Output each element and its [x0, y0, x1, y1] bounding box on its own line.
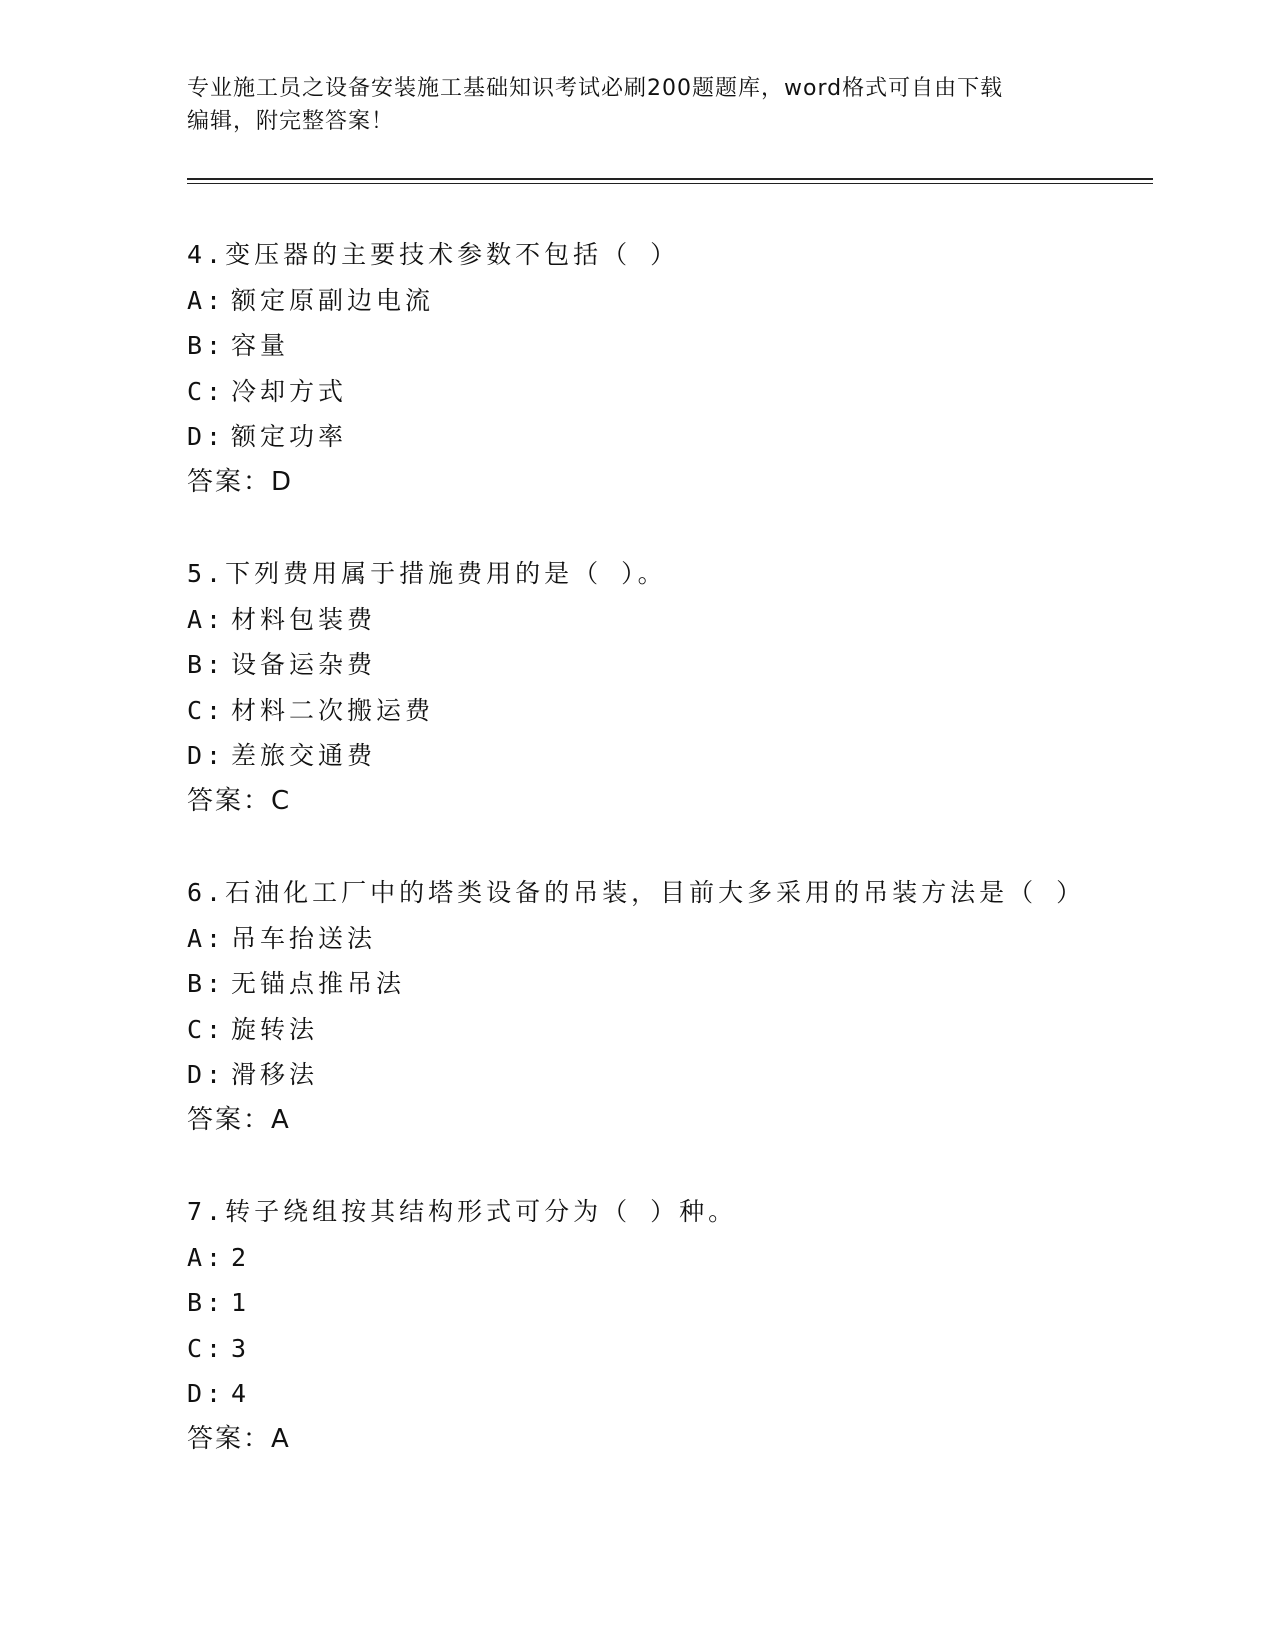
option-key: D:: [187, 1060, 226, 1089]
header-divider-bottom: [187, 183, 1153, 184]
option-d: [187, 414, 1153, 460]
option-d: [187, 733, 1153, 779]
option-text: 1: [231, 1288, 251, 1317]
option-key: A:: [187, 285, 226, 315]
question-stem: 5.下列费用属于措施费用的是（ ）。: [187, 559, 667, 588]
question-stem: 7.转子绕组按其结构形式可分为（ ）种。: [187, 1197, 738, 1226]
option-key: A:: [187, 1242, 226, 1272]
question-stem: 6.石油化工厂中的塔类设备的吊装，目前大多采用的吊装方法是（ ）: [187, 878, 1086, 907]
option-b: [187, 642, 1153, 688]
option-key: B:: [187, 331, 226, 360]
option-c: [187, 1326, 1153, 1372]
option-text: 设备运杂费: [231, 650, 377, 679]
option-d: [187, 1371, 1153, 1417]
option-b: [187, 1280, 1153, 1326]
option-text: 吊车抬送法: [231, 923, 377, 953]
option-key: B:: [187, 969, 226, 998]
option-a: [187, 597, 1153, 643]
option-text: 额定功率: [231, 422, 348, 451]
option-d: [187, 1052, 1153, 1098]
option-a: [187, 1235, 1153, 1281]
option-b: [187, 323, 1153, 369]
option-c: [187, 1007, 1153, 1053]
option-text: 冷却方式: [231, 376, 348, 406]
question-6: [187, 870, 1153, 1189]
option-text: 旋转法: [231, 1014, 319, 1044]
option-text: 2: [231, 1242, 251, 1272]
option-a: [187, 278, 1153, 324]
question-4: [187, 232, 1153, 551]
option-text: 4: [231, 1379, 251, 1408]
option-key: A:: [187, 604, 226, 634]
option-text: 滑移法: [231, 1060, 319, 1089]
option-key: C:: [187, 1014, 226, 1044]
option-key: B:: [187, 1288, 226, 1317]
answer-line: 答案：A: [187, 1423, 291, 1454]
question-stem: 4.变压器的主要技术参数不包括（ ）: [187, 240, 680, 269]
question-list: [187, 232, 1153, 1508]
option-key: A:: [187, 923, 226, 953]
option-key: D:: [187, 422, 226, 451]
option-text: 额定原副边电流: [231, 285, 435, 315]
header-line-2: 编辑，附完整答案！: [187, 109, 395, 134]
option-text: 3: [231, 1333, 251, 1363]
header-line-1: 专业施工员之设备安装施工基础知识考试必刷200题题库，word格式可自由下载: [187, 76, 1004, 101]
option-c: [187, 369, 1153, 415]
option-key: D:: [187, 1379, 226, 1408]
option-key: C:: [187, 376, 226, 406]
option-c: [187, 688, 1153, 734]
document-header: [187, 72, 1087, 138]
question-7: [187, 1189, 1153, 1508]
question-5: [187, 551, 1153, 870]
answer-line: 答案：A: [187, 1104, 291, 1135]
option-a: [187, 916, 1153, 962]
option-key: B:: [187, 650, 226, 679]
answer-line: 答案：D: [187, 466, 294, 497]
option-text: 差旅交通费: [231, 741, 377, 770]
answer-line: 答案：C: [187, 785, 292, 816]
option-text: 无锚点推吊法: [231, 969, 406, 998]
header-divider-top: [187, 178, 1153, 180]
option-text: 材料二次搬运费: [231, 695, 435, 725]
option-b: [187, 961, 1153, 1007]
option-text: 容量: [231, 331, 290, 360]
option-key: D:: [187, 741, 226, 770]
option-text: 材料包装费: [231, 604, 377, 634]
option-key: C:: [187, 1333, 226, 1363]
option-key: C:: [187, 695, 226, 725]
